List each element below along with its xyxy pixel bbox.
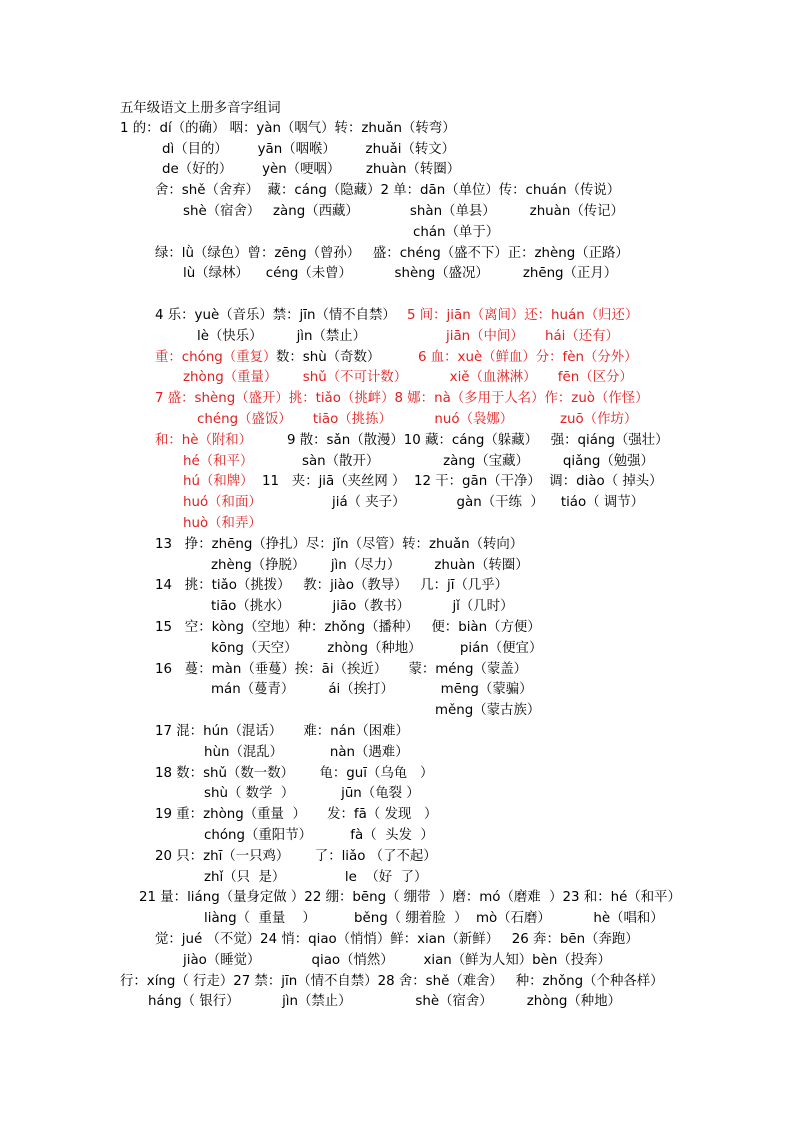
highlighted-text-line: zhòng（重量） shǔ（不可计数） xiě（血淋淋） fēn（区分） — [183, 370, 633, 385]
highlighted-text-line: chéng（盛饭） tiāo（挑拣） nuó（袅娜） zuō（作坊） — [197, 412, 638, 427]
highlighted-text-line: huó（和面） — [183, 495, 262, 510]
text-line: chán（单于） — [413, 225, 500, 240]
text-line: 21 量：liáng（量身定做 ）22 绷：bēng（ 绷带 ）磨：mó（磨难 ）23 和：hé（和平） — [139, 890, 681, 905]
text-line: měng（蒙古族） — [435, 703, 541, 718]
text-line: 数：shù（奇数） — [276, 350, 381, 365]
document-title: 五年级语文上册多音字组词 — [120, 101, 281, 116]
text-line: dì（目的） yān（咽喉） zhuǎi（转文） — [162, 142, 456, 157]
text-line: lè（快乐） jìn（禁止） — [197, 329, 367, 344]
text-line: shè（宿舍） zàng（西藏） shàn（单县） zhuàn（传记） — [183, 204, 624, 219]
text-line: sàn（散开） zàng（宝藏） qiǎng（勉强） — [302, 454, 654, 469]
text-line: tiāo（挑水） jiāo（教书） jǐ（几时） — [211, 599, 514, 614]
text-line: 绿：lǜ（绿色）曾：zēng（曾孙） 盛：chéng（盛不下）正：zhèng（正路） — [155, 246, 629, 261]
text-line: jiào（睡觉） qiao（悄然） xian（鲜为人知）bèn（投奔） — [183, 953, 611, 968]
text-line: shù（ 数学 ） jūn（龟裂 ） — [204, 786, 420, 801]
text-line: lù（绿林） céng（未曾） shèng（盛况） zhēng（正月） — [183, 266, 618, 281]
text-line: 15 空：kòng（空地）种：zhǒng（播种） 便：biàn（方便） — [155, 620, 541, 635]
text-line: 1 的：dí（的确） 咽：yàn（咽气）转：zhuǎn（转弯） — [120, 121, 456, 136]
text-line: zhǐ（只 是） le （好 了） — [204, 870, 428, 885]
text-line: 20 只：zhī（一只鸡） 了：liǎo （了不起） — [155, 849, 437, 864]
text-line: 18 数：shǔ（数一数） 龟：guī（乌龟 ） — [155, 766, 434, 781]
highlighted-text-line: huò（和弄） — [183, 516, 262, 531]
highlighted-text-line: 和：hè（附和） — [155, 433, 253, 448]
text-line: 舍：shě（舍弃） 藏：cáng（隐藏）2 单：dān（单位）传：chuán（传说） — [155, 183, 621, 198]
text-line: liàng（ 重量 ） běng（ 绷着脸 ） mò（石磨） hè（唱和） — [204, 911, 664, 926]
text-line: 觉：jué （不觉）24 悄：qiao（悄悄）鲜：xian（新鲜） 26 奔：bēn（奔跑） — [155, 932, 639, 947]
highlighted-text-line: 重：chóng（重复） — [155, 350, 277, 365]
text-line: háng（ 银行） jìn（禁止） shè（宿舍） zhòng（种地） — [148, 994, 621, 1009]
text-line: de（好的） yèn（哽咽） zhuàn（转圈） — [162, 162, 461, 177]
text-line: jiá（ 夹子） gàn（干练 ） tiáo（ 调节） — [332, 495, 645, 510]
text-line: 11 夹：jiā（夹丝网 ） 12 干：gān（干净） 调：diào（ 掉头） — [262, 474, 663, 489]
text-line: hùn（混乱） nàn（遇难） — [204, 745, 409, 760]
highlighted-text-line: jiān（中间） hái（还有） — [446, 329, 619, 344]
text-line: chóng（重阳节） fà（ 头发 ） — [204, 828, 434, 843]
text-line: 17 混：hún（混话） 难：nán（困难） — [155, 724, 409, 739]
highlighted-text-line: hé（和平） — [183, 454, 254, 469]
highlighted-text-line: hú（和牌） — [183, 474, 254, 489]
text-line: 行：xíng（ 行走）27 禁：jīn（情不自禁）28 舍：shě（难舍） 种：zhǒng（个种各样） — [120, 974, 664, 989]
text-line: 16 蔓：màn（垂蔓）挨：āi（挨近） 蒙：méng（蒙盖） — [155, 662, 528, 677]
text-line: 19 重：zhòng（重量 ） 发：fā（ 发现 ） — [155, 807, 438, 822]
text-line: mán（蔓青） ái（挨打） mēng（蒙骗） — [211, 682, 533, 697]
text-line: 14 挑：tiǎo（挑拨） 教：jiào（教导） 几：jī（几乎） — [155, 578, 509, 593]
text-line: 4 乐：yuè（音乐）禁：jīn（情不自禁） — [155, 308, 396, 323]
text-line: kōng（天空） zhòng（种地） pián（便宜） — [211, 641, 543, 656]
highlighted-text-line: 6 血：xuè（鲜血）分：fèn（分外） — [418, 350, 638, 365]
text-line: zhèng（挣脱） jìn（尽力） zhuàn（转圈） — [211, 558, 529, 573]
text-line: 13 挣：zhēng（挣扎）尽：jǐn（尽管）转：zhuǎn（转向） — [155, 537, 524, 552]
highlighted-text-line: 7 盛：shèng（盛开）挑：tiǎo（挑衅）8 娜：nà（多用于人名）作：zuò（作怪） — [155, 391, 649, 406]
highlighted-text-line: 5 间：jiān（离间）还：huán（归还） — [407, 308, 639, 323]
text-line: 9 散：sǎn（散漫）10 藏：cáng（躲藏） 强：qiáng（强壮） — [287, 433, 669, 448]
